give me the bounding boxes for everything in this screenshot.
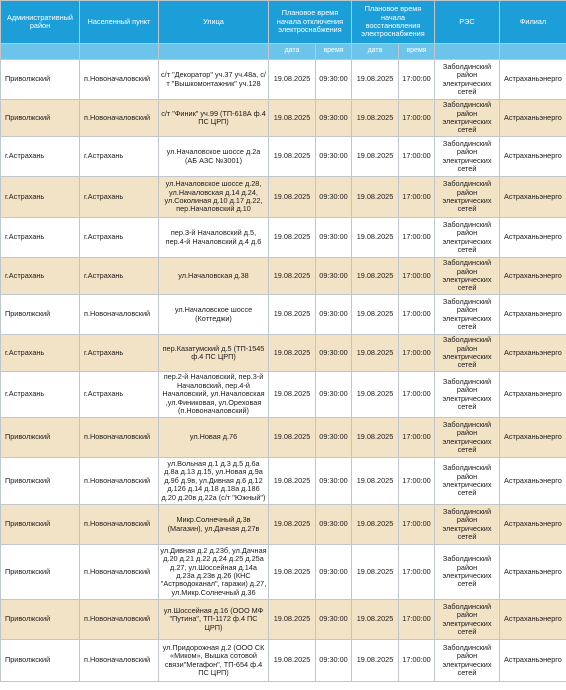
table-row <box>1 600 566 640</box>
table-row <box>1 372 566 418</box>
cell-locality: п.Новоначаловский <box>80 100 159 137</box>
cell-off-date: 19.08.2025 <box>269 418 316 458</box>
cell-locality: п.Новоначаловский <box>80 640 159 682</box>
cell-branch: Астраханьэнерго <box>500 258 566 295</box>
cell-off-time: 09:30:00 <box>316 640 352 682</box>
cell-off-time: 09:30:00 <box>316 60 352 100</box>
header-district: Административный район <box>1 1 80 44</box>
table-row <box>1 418 566 458</box>
cell-res: Заболдинский район электрических сетей <box>435 295 500 335</box>
table-row <box>1 258 566 295</box>
cell-locality: г.Астрахань <box>80 372 159 418</box>
cell-on-time: 17:00:00 <box>399 137 435 177</box>
cell-locality: г.Астрахань <box>80 137 159 177</box>
cell-on-date: 19.08.2025 <box>352 295 399 335</box>
cell-off-time: 09:30:00 <box>316 335 352 372</box>
cell-res: Заболдинский район электрических сетей <box>435 600 500 640</box>
cell-branch: Астраханьэнерго <box>500 545 566 600</box>
cell-off-date: 19.08.2025 <box>269 218 316 258</box>
cell-district: Приволжский <box>1 60 80 100</box>
cell-res: Заболдинский район электрических сетей <box>435 640 500 682</box>
cell-on-date: 19.08.2025 <box>352 505 399 545</box>
cell-locality: п.Новоначаловский <box>80 458 159 505</box>
cell-street: ул.Вольная д.1 д.3 д.5 д.6а д.8а д.13 д.15, ул.Новая д.9а д.9б д.9в, ул.Дивная д.6 д.12 д.126 д.14 д.18 д.18а д.186 д.20 д.20в д.22а (с/т "Южный") <box>159 458 269 505</box>
cell-on-date: 19.08.2025 <box>352 335 399 372</box>
cell-branch: Астраханьэнерго <box>500 218 566 258</box>
cell-district: г.Астрахань <box>1 372 80 418</box>
cell-on-date: 19.08.2025 <box>352 100 399 137</box>
cell-on-date: 19.08.2025 <box>352 545 399 600</box>
cell-off-time: 09:30:00 <box>316 295 352 335</box>
cell-district: Приволжский <box>1 505 80 545</box>
cell-district: Приволжский <box>1 545 80 600</box>
table-row <box>1 60 566 100</box>
cell-branch: Астраханьэнерго <box>500 60 566 100</box>
cell-off-date: 19.08.2025 <box>269 458 316 505</box>
table-row <box>1 100 566 137</box>
cell-street: пер.3-й Началовский д.5, пер.4-й Началовский д.4 д.6 <box>159 218 269 258</box>
cell-street: ул.Придорожная д.2 (ООО СК «Миком», Вышка сотовой связи"Мегафон", ТП-654 ф.4 ПС ЦРП) <box>159 640 269 682</box>
subheader-empty <box>435 44 500 60</box>
table-row <box>1 177 566 218</box>
header-street: Улица <box>159 1 269 44</box>
cell-off-time: 09:30:00 <box>316 100 352 137</box>
cell-locality: п.Новоначаловский <box>80 60 159 100</box>
cell-off-time: 09:30:00 <box>316 545 352 600</box>
cell-on-time: 17:00:00 <box>399 545 435 600</box>
cell-district: г.Астрахань <box>1 218 80 258</box>
cell-street: Микр.Солнечный д.3в (Магазин), ул.Дачная д.27в <box>159 505 269 545</box>
cell-branch: Астраханьэнерго <box>500 295 566 335</box>
subheader-off-time: время <box>316 44 352 60</box>
cell-off-time: 09:30:00 <box>316 600 352 640</box>
subheader-on-date: дата <box>352 44 399 60</box>
cell-res: Заболдинский район электрических сетей <box>435 418 500 458</box>
subheader-empty <box>159 44 269 60</box>
subheader-empty <box>1 44 80 60</box>
cell-off-time: 09:30:00 <box>316 177 352 218</box>
cell-street: пер.Казатумский д.5 (ТП-1545 ф.4 ПС ЦРП) <box>159 335 269 372</box>
cell-off-date: 19.08.2025 <box>269 545 316 600</box>
cell-branch: Астраханьэнерго <box>500 505 566 545</box>
cell-on-time: 17:00:00 <box>399 600 435 640</box>
cell-street: ул.Новая д.76 <box>159 418 269 458</box>
cell-off-date: 19.08.2025 <box>269 600 316 640</box>
table-row <box>1 458 566 505</box>
cell-res: Заболдинский район электрических сетей <box>435 177 500 218</box>
cell-off-date: 19.08.2025 <box>269 258 316 295</box>
cell-res: Заболдинский район электрических сетей <box>435 137 500 177</box>
header-locality: Населенный пункт <box>80 1 159 44</box>
cell-district: г.Астрахань <box>1 258 80 295</box>
cell-street: ул.Началовское шоссе д.28, ул.Началовская д.14 д.24, ул.Соколиная д.10 д.17 д.22, пер.Началовский д.10 <box>159 177 269 218</box>
subheader-empty <box>80 44 159 60</box>
cell-district: Приволжский <box>1 458 80 505</box>
cell-res: Заболдинский район электрических сетей <box>435 258 500 295</box>
cell-off-date: 19.08.2025 <box>269 640 316 682</box>
cell-on-date: 19.08.2025 <box>352 258 399 295</box>
cell-on-time: 17:00:00 <box>399 640 435 682</box>
cell-branch: Астраханьэнерго <box>500 100 566 137</box>
cell-off-date: 19.08.2025 <box>269 335 316 372</box>
cell-branch: Астраханьэнерго <box>500 372 566 418</box>
cell-off-date: 19.08.2025 <box>269 295 316 335</box>
cell-street: ул.Началовское шоссе д.2а (АБ АЗС №3001) <box>159 137 269 177</box>
cell-branch: Астраханьэнерго <box>500 335 566 372</box>
cell-street: ул.Шоссейная д.16 (ООО МФ "Путина", ТП-1172 ф.4 ПС ЦРП) <box>159 600 269 640</box>
table-row <box>1 218 566 258</box>
cell-on-date: 19.08.2025 <box>352 600 399 640</box>
cell-district: г.Астрахань <box>1 177 80 218</box>
table-row <box>1 545 566 600</box>
cell-off-date: 19.08.2025 <box>269 177 316 218</box>
cell-street: ул.Началовская д.38 <box>159 258 269 295</box>
cell-on-time: 17:00:00 <box>399 60 435 100</box>
cell-off-time: 09:30:00 <box>316 218 352 258</box>
cell-branch: Астраханьэнерго <box>500 177 566 218</box>
subheader-off-date: дата <box>269 44 316 60</box>
cell-off-date: 19.08.2025 <box>269 60 316 100</box>
header-on-time: Плановое время начала восстановления электроснабжения <box>352 1 435 44</box>
header-branch: Филиал <box>500 1 566 44</box>
cell-district: Приволжский <box>1 600 80 640</box>
cell-off-time: 09:30:00 <box>316 258 352 295</box>
cell-on-time: 17:00:00 <box>399 295 435 335</box>
cell-off-date: 19.08.2025 <box>269 505 316 545</box>
subheader-empty <box>500 44 566 60</box>
cell-off-time: 09:30:00 <box>316 418 352 458</box>
header-res: РЭС <box>435 1 500 44</box>
cell-branch: Астраханьэнерго <box>500 137 566 177</box>
cell-locality: п.Новоначаловский <box>80 505 159 545</box>
cell-off-time: 09:30:00 <box>316 137 352 177</box>
cell-locality: п.Новоначаловский <box>80 295 159 335</box>
cell-on-time: 17:00:00 <box>399 335 435 372</box>
cell-street: с/т "Финик" уч.99 (ТП-618А ф.4 ПС ЦРП) <box>159 100 269 137</box>
subheader-on-time: время <box>399 44 435 60</box>
cell-res: Заболдинский район электрических сетей <box>435 372 500 418</box>
cell-street: с/т "Декоратор" уч.37 уч.48а, с/т "Вышкомонтажник" уч.128 <box>159 60 269 100</box>
cell-street: пер.2-й Началовский, пер.3-й Началовский, пер.4-й Началовский, ул.Началовская ,ул.Финиковая, ул.Ореховая (п.Новоначаловский) <box>159 372 269 418</box>
cell-on-time: 17:00:00 <box>399 100 435 137</box>
cell-res: Заболдинский район электрических сетей <box>435 458 500 505</box>
cell-res: Заболдинский район электрических сетей <box>435 60 500 100</box>
cell-on-date: 19.08.2025 <box>352 177 399 218</box>
header-off-time: Плановое время начала отключения электроснабжения <box>269 1 352 44</box>
cell-on-date: 19.08.2025 <box>352 218 399 258</box>
cell-on-date: 19.08.2025 <box>352 418 399 458</box>
cell-res: Заболдинский район электрических сетей <box>435 100 500 137</box>
table-row <box>1 640 566 682</box>
cell-locality: г.Астрахань <box>80 218 159 258</box>
cell-on-date: 19.08.2025 <box>352 640 399 682</box>
cell-on-date: 19.08.2025 <box>352 372 399 418</box>
cell-locality: п.Новоначаловский <box>80 418 159 458</box>
cell-street: ул.Началовское шоссе (Коттеджи) <box>159 295 269 335</box>
cell-res: Заболдинский район электрических сетей <box>435 505 500 545</box>
cell-district: Приволжский <box>1 100 80 137</box>
cell-off-date: 19.08.2025 <box>269 372 316 418</box>
cell-branch: Астраханьэнерго <box>500 640 566 682</box>
cell-district: г.Астрахань <box>1 137 80 177</box>
cell-branch: Астраханьэнерго <box>500 418 566 458</box>
cell-on-time: 17:00:00 <box>399 505 435 545</box>
cell-on-date: 19.08.2025 <box>352 137 399 177</box>
cell-district: г.Астрахань <box>1 335 80 372</box>
cell-on-date: 19.08.2025 <box>352 60 399 100</box>
cell-branch: Астраханьэнерго <box>500 458 566 505</box>
table-row <box>1 295 566 335</box>
cell-locality: г.Астрахань <box>80 177 159 218</box>
cell-locality: г.Астрахань <box>80 258 159 295</box>
cell-locality: г.Астрахань <box>80 335 159 372</box>
table-row <box>1 137 566 177</box>
cell-district: Приволжский <box>1 418 80 458</box>
cell-res: Заболдинский район электрических сетей <box>435 218 500 258</box>
cell-on-time: 17:00:00 <box>399 177 435 218</box>
cell-locality: п.Новоначаловский <box>80 545 159 600</box>
cell-on-time: 17:00:00 <box>399 458 435 505</box>
cell-off-date: 19.08.2025 <box>269 137 316 177</box>
cell-on-time: 17:00:00 <box>399 418 435 458</box>
cell-on-time: 17:00:00 <box>399 218 435 258</box>
cell-off-time: 09:30:00 <box>316 458 352 505</box>
cell-locality: п.Новоначаловский <box>80 600 159 640</box>
cell-off-time: 09:30:00 <box>316 505 352 545</box>
cell-on-time: 17:00:00 <box>399 372 435 418</box>
cell-res: Заболдинский район электрических сетей <box>435 335 500 372</box>
table-row <box>1 505 566 545</box>
cell-street: ул.Дивная д.2 д.23б, ул.Дачная д.20 д.21 д.22 д.24 д.25 д.25а д.27, ул.Шоссейная д.14а д.23а д.23в д.26 (КНС "Астрводоканал", гаражи) д.27, ул.Микр.Солнечный д.36 <box>159 545 269 600</box>
cell-district: Приволжский <box>1 295 80 335</box>
cell-off-date: 19.08.2025 <box>269 100 316 137</box>
table-body <box>1 60 566 682</box>
cell-on-date: 19.08.2025 <box>352 458 399 505</box>
table-row <box>1 335 566 372</box>
cell-res: Заболдинский район электрических сетей <box>435 545 500 600</box>
cell-district: Приволжский <box>1 640 80 682</box>
cell-on-time: 17:00:00 <box>399 258 435 295</box>
cell-off-time: 09:30:00 <box>316 372 352 418</box>
cell-branch: Астраханьэнерго <box>500 600 566 640</box>
